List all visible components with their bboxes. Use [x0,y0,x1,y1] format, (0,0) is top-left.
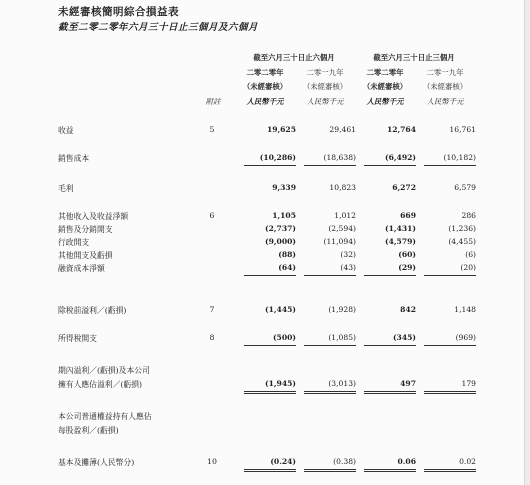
row-label: 行政開支 [58,238,90,247]
row-label: 銷售及分銷開支 [58,225,113,234]
cell-3m-2020: 497 [400,379,416,388]
header-3m-2019: 二零一九年 [426,68,464,77]
subtotal-rule [364,165,416,166]
cell-6m-2019: (43) [340,263,356,272]
row-label: 所得稅開支 [58,334,97,343]
header-3m-2020-unit: 人民幣千元 [366,97,404,106]
cell-3m-2019: 6,579 [454,183,476,192]
cell-6m-2020: 9,339 [272,183,296,192]
row-label: 其他收入及收益淨額 [58,212,129,221]
cell-6m-2019: (3,013) [328,379,356,388]
total-double-rule [304,469,356,472]
cell-6m-2019: (18,638) [323,153,356,162]
cell-6m-2020: (500) [272,333,296,342]
cell-3m-2020: (1,431) [385,224,416,233]
row-label: 期內溢利／(虧損)及本公司 [58,366,150,375]
total-double-rule [244,469,296,472]
statement-subtitle: 截至二零二零年六月三十日止三個月及六個月 [58,22,259,33]
subtotal-rule [304,275,356,276]
cell-6m-2019: 29,461 [329,125,356,134]
cell-6m-2020: (0.24) [270,457,296,466]
cell-3m-2020: 669 [400,211,416,220]
subtotal-rule [364,345,416,346]
cell-6m-2019: 1,012 [334,211,356,220]
header-6m-2019-unit: 人民幣千元 [306,97,344,106]
subtotal-rule [244,345,296,346]
cell-3m-2020: (60) [398,250,416,259]
header-6m-2019: 二零一九年 [306,68,344,77]
cell-6m-2019: (1,928) [328,305,356,314]
cell-6m-2020: 19,625 [266,125,296,134]
total-double-rule [424,469,476,472]
total-double-rule [364,469,416,472]
header-3m-2020: 二零二零年 [366,68,404,77]
row-note: 8 [209,333,215,342]
subtotal-rule [304,165,356,166]
cell-3m-2019: (6) [465,250,476,259]
cell-3m-2019: 1,148 [454,305,476,314]
subtotal-rule [244,275,296,276]
header-three-months: 截至六月三十日止三個月 [373,53,455,62]
cell-6m-2020: (2,737) [265,224,296,233]
row-label: 其他開支及虧損 [58,251,113,260]
total-double-rule [244,391,296,394]
row-label: 除稅前溢利／(虧損) [58,306,127,315]
row-label: 毛利 [58,184,74,193]
header-note: 附註 [205,97,221,106]
total-double-rule [364,391,416,394]
header-3m-2019-unit: 人民幣千元 [426,97,464,106]
row-label: 基本及攤薄(人民幣分) [58,458,135,467]
cell-3m-2020: (345) [392,333,416,342]
subtotal-rule [304,345,356,346]
cell-3m-2019: (1,236) [448,224,476,233]
row-label-line2: 擁有人應佔溢利／(虧損) [58,380,143,389]
header-6m-2020-unit: 人民幣千元 [246,97,284,106]
header-3m-2019-unaudited: （未經審核） [422,82,468,91]
cell-6m-2020: (1,945) [265,379,296,388]
cell-6m-2020: 1,105 [272,211,296,220]
row-label: 本公司普通權益持有人應佔 [58,412,152,421]
total-double-rule [304,391,356,394]
cell-3m-2019: (969) [455,333,476,342]
header-6m-2020-unaudited: （未經審核） [242,82,288,91]
total-double-rule [424,391,476,394]
cell-3m-2020: 6,272 [392,183,416,192]
cell-3m-2020: (4,579) [385,237,416,246]
cell-3m-2020: 842 [400,305,416,314]
row-note: 5 [209,125,215,134]
cell-6m-2020: (9,000) [265,237,296,246]
header-3m-2020-unaudited: （未經審核） [362,82,408,91]
subtotal-rule [364,275,416,276]
cell-3m-2019: 179 [461,379,476,388]
subtotal-rule [424,345,476,346]
cell-3m-2019: (10,182) [443,153,476,162]
cell-3m-2019: (4,455) [448,237,476,246]
row-note: 6 [209,211,215,220]
cell-6m-2020: (64) [278,263,296,272]
row-note: 7 [209,305,215,314]
cell-6m-2019: (1,085) [328,333,356,342]
cell-6m-2020: (1,445) [265,305,296,314]
row-label: 收益 [58,126,74,135]
statement-title: 未經審核簡明綜合損益表 [58,6,179,18]
cell-3m-2020: (29) [398,263,416,272]
cell-3m-2020: 0.06 [397,457,416,466]
cell-6m-2019: (11,094) [323,237,356,246]
subtotal-rule [424,165,476,166]
row-note: 10 [207,457,217,466]
row-label-line2: 每股盈利／(虧損) [58,426,119,435]
cell-6m-2019: 10,823 [329,183,356,192]
row-label: 融資成本淨額 [58,264,105,273]
cell-3m-2019: 0.02 [459,457,476,466]
cell-6m-2019: (32) [340,250,356,259]
cell-3m-2019: 16,761 [449,125,476,134]
cell-3m-2020: 12,764 [386,125,416,134]
cell-6m-2020: (88) [278,250,296,259]
subtotal-rule [424,275,476,276]
cell-6m-2020: (10,286) [259,153,296,162]
cell-6m-2019: (0.38) [333,457,356,466]
header-6m-2019-unaudited: （未經審核） [302,82,348,91]
cell-3m-2019: (20) [460,263,476,272]
cell-3m-2020: (6,492) [385,153,416,162]
subtotal-rule [244,165,296,166]
header-six-months: 截至六月三十日止六個月 [253,53,335,62]
header-6m-2020: 二零二零年 [246,68,284,77]
cell-3m-2019: 286 [461,211,476,220]
cell-6m-2019: (2,594) [328,224,356,233]
row-label: 銷售成本 [58,154,90,163]
